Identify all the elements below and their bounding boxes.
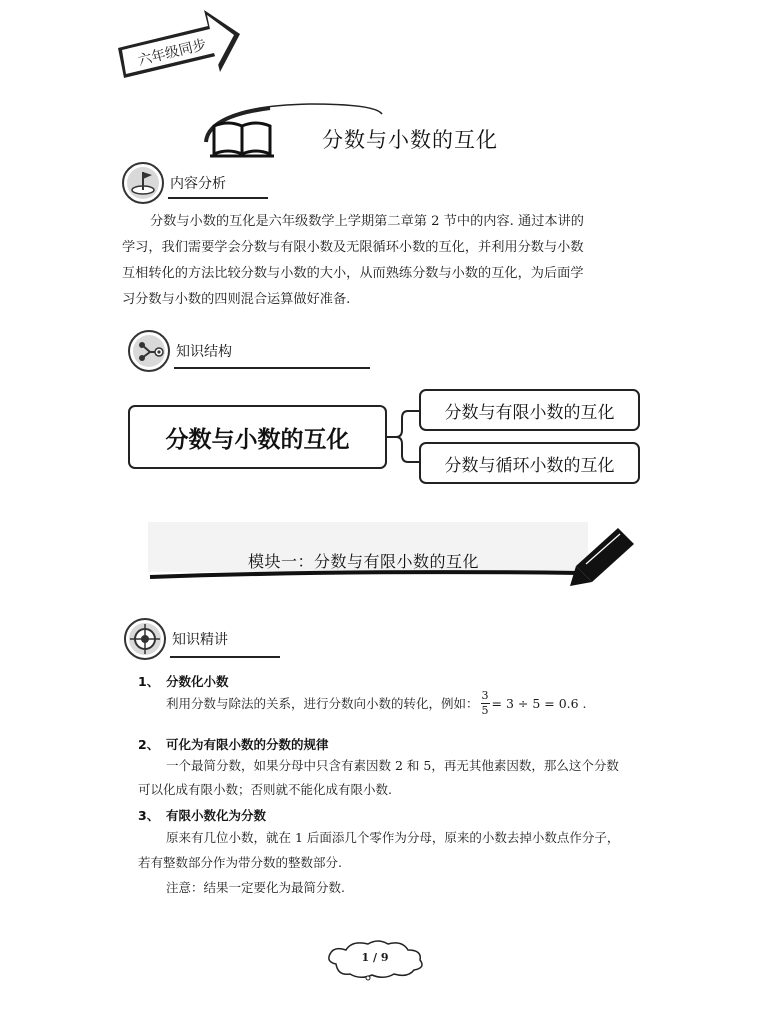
flag-target-icon [120,160,166,206]
knowledge-item-3-note: 注意：结果一定要化为最简分数. [166,880,345,895]
knowledge-item-3-line-1: 原来有几位小数，就在 1 后面添几个零作为分母，原来的小数去掉小数点作分子， [166,830,620,845]
diagram-connector [386,400,422,470]
page-number: 1 / 9 [361,951,389,964]
item-equation: = 3 ÷ 5 = 0.6 . [491,695,587,711]
structure-branch-recurring: 分数与循环小数的互化 [419,442,640,484]
knowledge-item-2-line-2: 可以化成有限小数；否则就不能化成有限小数. [138,782,392,797]
fraction [481,690,490,717]
knowledge-item-3-heading [138,806,266,824]
item-number: 1、 [138,674,160,689]
knowledge-item-2-heading [138,735,329,753]
page-title: 分数与小数的互化 [322,128,498,152]
content-line-2: 学习，我们需要学会分数与有限小数及无限循环小数的互化，并利用分数与小数 [122,240,584,255]
content-line-1: 分数与小数的互化是六年级数学上学期第二章第 2 节中的内容. 通过本讲的 [150,214,584,229]
section-underline [170,656,280,658]
section-heading: 知识精讲 [172,632,228,648]
module-title: 模块一：分数与有限小数的互化 [248,552,480,571]
section-underline [174,367,370,369]
structure-branch-finite: 分数与有限小数的互化 [419,389,640,431]
page-number-badge [322,938,428,982]
item-title: 可化为有限小数的分数的规律 [166,737,329,752]
knowledge-item-2-line-1: 一个最简分数，如果分母中只含有素因数 2 和 5，再无其他素因数，那么这个分数 [166,758,619,773]
section-header-content-analysis [120,160,400,204]
section-header-structure [126,328,406,372]
section-header-knowledge [122,616,322,660]
knowledge-item-1-body [166,690,686,717]
item-title: 分数化小数 [166,674,229,689]
section-underline [168,197,268,199]
content-line-3: 互相转化的方法比较分数与小数的大小，从而熟练分数与小数的互化，为后面学 [122,266,584,281]
item-text: 利用分数与除法的关系，进行分数向小数的转化，例如： [166,695,479,711]
section-heading: 内容分析 [170,176,226,192]
knowledge-item-1-heading [138,672,229,690]
knowledge-item-3-line-2: 若有整数部分作为带分数的整数部分. [138,855,342,870]
fraction-denominator: 5 [481,704,489,717]
item-title: 有限小数化为分数 [166,808,267,823]
target-icon [122,616,168,662]
section-heading: 知识结构 [176,344,232,360]
grade-tag [108,8,243,80]
grade-tag-label: 六年级同步 [136,36,209,70]
item-number: 3、 [138,808,160,823]
item-number: 2、 [138,737,160,752]
network-icon [126,328,172,374]
content-line-4: 习分数与小数的四则混合运算做好准备. [122,292,351,307]
fraction-numerator: 3 [481,689,489,702]
structure-main-box: 分数与小数的互化 [128,405,387,469]
